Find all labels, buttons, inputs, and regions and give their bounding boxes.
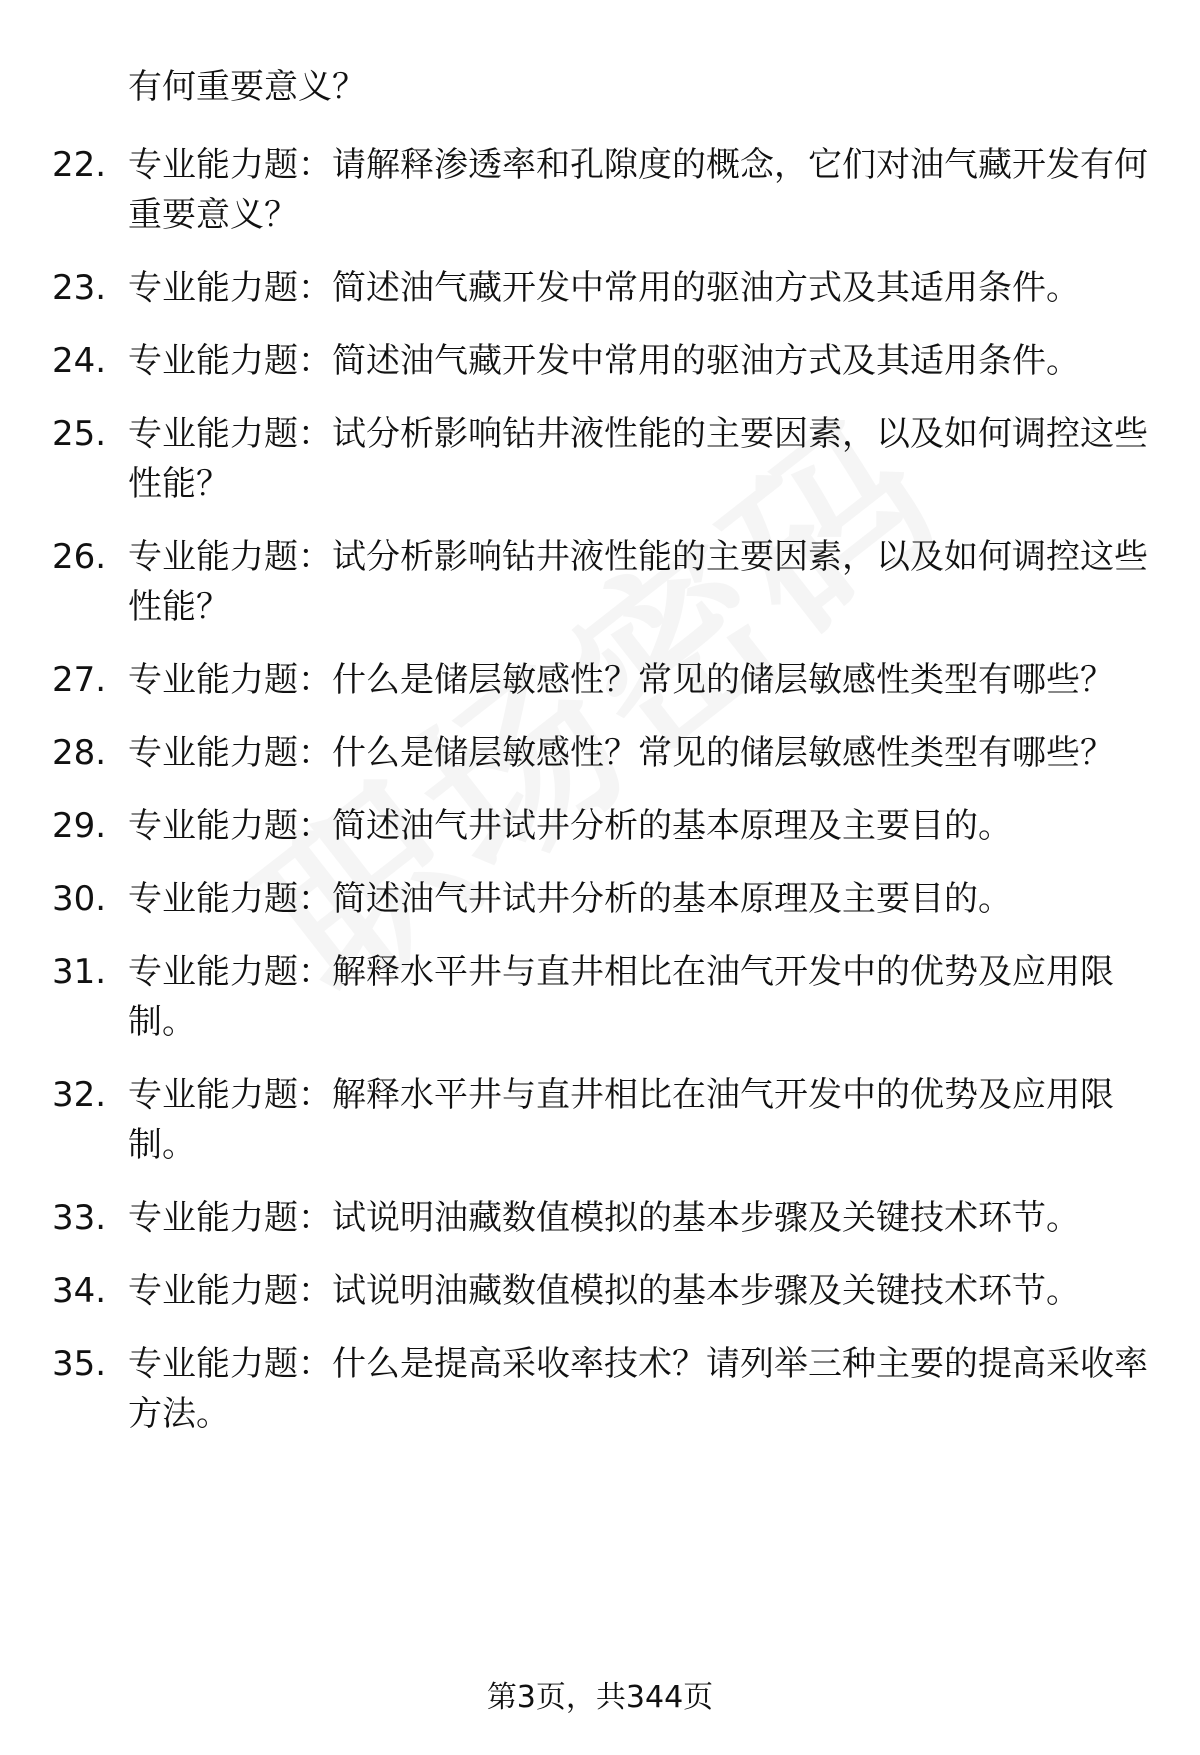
question-list: [0, 140, 1200, 1462]
question-item: [0, 1339, 1200, 1439]
question-item: [0, 801, 1200, 851]
question-text: 专业能力题：试说明油藏数值模拟的基本步骤及关键技术环节。: [128, 1198, 1080, 1238]
question-number: 23.: [52, 268, 107, 308]
question-number: 26.: [52, 537, 107, 577]
question-number: 33.: [52, 1198, 107, 1238]
question-item: [0, 874, 1200, 924]
question-number: 24.: [52, 341, 107, 381]
question-item: [0, 140, 1200, 240]
question-item: [0, 532, 1200, 632]
question-text: 专业能力题：什么是储层敏感性？常见的储层敏感性类型有哪些？: [128, 733, 1114, 773]
question-number: 31.: [52, 952, 107, 992]
question-number: 30.: [52, 879, 107, 919]
question-item: [0, 1070, 1200, 1170]
question-text: 专业能力题：解释水平井与直井相比在油气开发中的优势及应用限制。: [128, 952, 1114, 1042]
page-footer: 第3页，共344页: [486, 1680, 714, 1715]
question-text: 专业能力题：什么是提高采收率技术？请列举三种主要的提高采收率方法。: [128, 1344, 1148, 1434]
question-item: [0, 728, 1200, 778]
question-item: [0, 263, 1200, 313]
question-text: 专业能力题：请解释渗透率和孔隙度的概念，它们对油气藏开发有何重要意义？: [128, 145, 1148, 235]
question-number: 35.: [52, 1344, 107, 1384]
question-item: [0, 1193, 1200, 1243]
question-item: [0, 409, 1200, 509]
question-text: 专业能力题：简述油气藏开发中常用的驱油方式及其适用条件。: [128, 341, 1080, 381]
continued-question-text: 有何重要意义？: [128, 67, 366, 107]
question-item: [0, 1266, 1200, 1316]
question-text: 专业能力题：简述油气井试井分析的基本原理及主要目的。: [128, 806, 1012, 846]
question-text: 专业能力题：什么是储层敏感性？常见的储层敏感性类型有哪些？: [128, 660, 1114, 700]
question-item: [0, 947, 1200, 1047]
question-number: 32.: [52, 1075, 107, 1115]
question-text: 专业能力题：试说明油藏数值模拟的基本步骤及关键技术环节。: [128, 1271, 1080, 1311]
question-number: 28.: [52, 733, 107, 773]
question-number: 27.: [52, 660, 107, 700]
question-number: 22.: [52, 145, 107, 185]
question-text: 专业能力题：试分析影响钻井液性能的主要因素，以及如何调控这些性能？: [128, 414, 1148, 504]
question-text: 专业能力题：简述油气藏开发中常用的驱油方式及其适用条件。: [128, 268, 1080, 308]
question-number: 34.: [52, 1271, 107, 1311]
question-text: 专业能力题：解释水平井与直井相比在油气开发中的优势及应用限制。: [128, 1075, 1114, 1165]
question-text: 专业能力题：简述油气井试井分析的基本原理及主要目的。: [128, 879, 1012, 919]
question-item: [0, 655, 1200, 705]
question-text: 专业能力题：试分析影响钻井液性能的主要因素，以及如何调控这些性能？: [128, 537, 1148, 627]
question-number: 25.: [52, 414, 107, 454]
question-item: [0, 336, 1200, 386]
question-number: 29.: [52, 806, 107, 846]
